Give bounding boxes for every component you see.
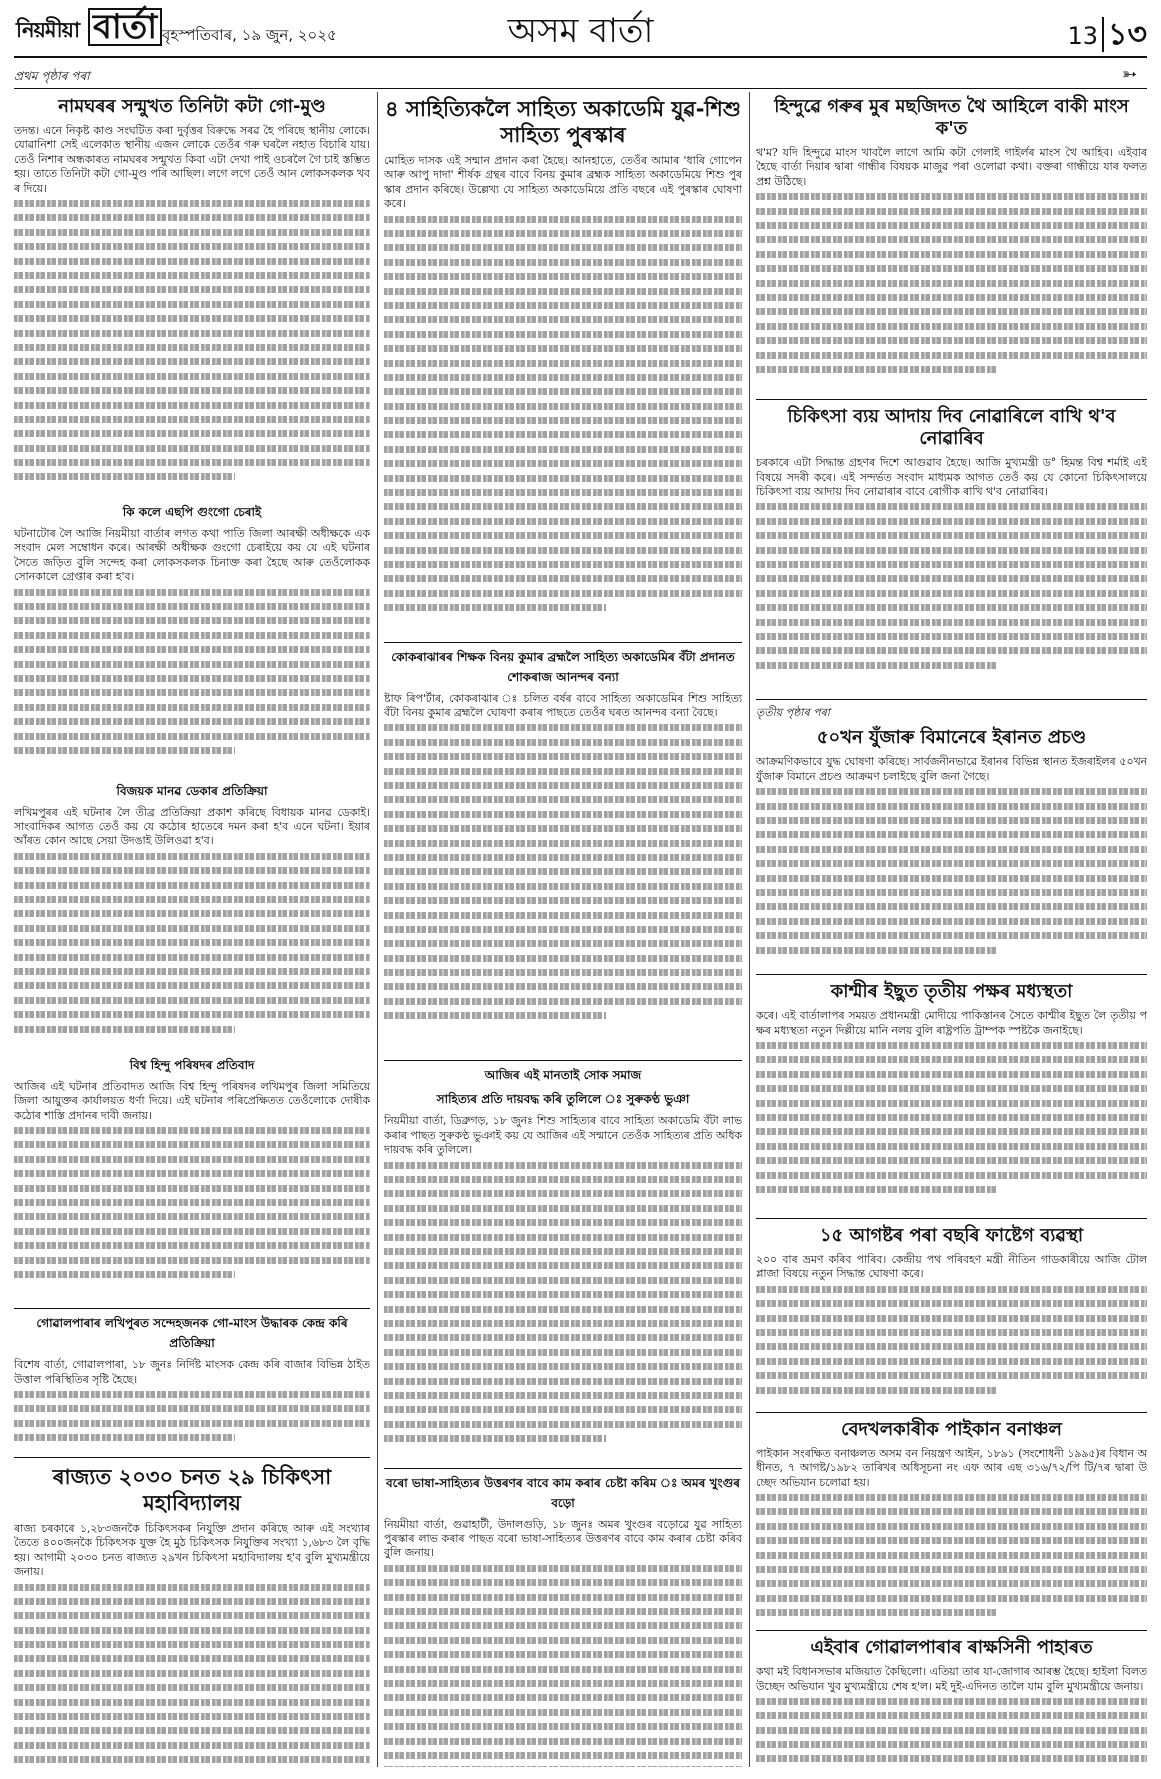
article-body-lines [756, 1698, 1147, 1767]
article-headline: এইবাৰ গোৱালপাৰাৰ ৰাক্ষসিনী পাহাৰত [810, 1637, 1093, 1659]
article-headline: ৫০খন যুঁজাৰু বিমানেৰে ইৰানত প্ৰচণ্ড [816, 727, 1087, 749]
article-paragraph: আজিৰ এই ঘটনাৰ প্ৰতিবাদত আজি বিশ্ব হিন্দু পৰিষদৰ লখিমপুৰ জিলা সমিতিয়ে জিলা আয়ুক্তৰ কাৰ্যালয়ত ধৰ্ণা দিয়ে। এই ঘটনাৰ পৰিপ্ৰেক্ষিতত তেওঁলোকে দোষীক কঠোৰ শাস্তি প্ৰদানৰ দাবী জনায়। [14, 1079, 370, 1122]
article-box [756, 399, 1147, 693]
continuation-label: তৃতীয় পৃষ্ঠাৰ পৰা [756, 706, 830, 720]
column-rule [377, 92, 378, 1767]
article-box [384, 1468, 742, 1767]
article-body-lines [14, 200, 370, 500]
article-body-lines [384, 216, 742, 636]
section-masthead: অসম বাৰ্তা [507, 11, 654, 51]
article-box [756, 1218, 1147, 1406]
article-body-lines [756, 1286, 1147, 1406]
article-paragraph: আক্ৰমণিকভাবে যুদ্ধ ঘোষণা কৰিছে। সাৰ্বজনীনভাৱে ইৰানৰ বিভিন্ন স্থানত ইজৰাইলৰ ৫০খন যুঁজাৰু বিমানে প্ৰচণ্ড আক্ৰমণ চলাইছে বুলি জনা গৈছে। [756, 755, 1147, 783]
issue-date: বৃহস্পতিবাৰ, ১৯ জুন, ২০২৫ [162, 26, 337, 44]
article-subhead: কোকৰাঝাৰৰ শিক্ষক বিনয় কুমাৰ ব্ৰহ্মলৈ সাহিত্য অকাডেমিৰ বঁটা প্ৰদানত শোকৰাজ আনন্দৰ বন্যা [391, 649, 735, 684]
logo-part1: নিয়মীয়া [16, 18, 80, 42]
article-headline: ৰাজ্যত ২০৩০ চনত ২৯ চিকিৎসা মহাবিদ্যালয় [52, 1464, 332, 1515]
column-3 [756, 92, 1147, 1767]
article-body-lines [756, 1494, 1147, 1624]
article-box [384, 1060, 742, 1461]
column-1 [14, 92, 370, 1767]
article-paragraph: পাইকান সংৰক্ষিত বনাঞ্চলত অসম বন নিয়ন্ত্ৰণ আইন, ১৮৯১ (সংশোধনী ১৯৯৫)ৰ বিধান অধীনত, ৭ আগষ্ট/১৯৮২ তাৰিখৰ অধিসূচনা নং এফ আৰ এছ ৩১৬/৭২/পি টি/৭ৰ দ্বাৰা উচ্ছেদ অভিযান চলোৱা হয়। [756, 1446, 1147, 1489]
article-paragraph: নিয়মীয়া বাৰ্তা, ডিব্ৰুগড়, ১৮ জুনঃ শিশু সাহিত্যৰ বাবে সাহিত্য অকাডেমি বঁটা লাভ কৰাৰ পাছত সুৰুকণ্ঠ ভুঞাই কয় যে আজিৰ এই সন্মানে তেওঁক সাহিত্যৰ প্ৰতি অধিক দায়বদ্ধ কৰি তুলিলে। [384, 1114, 742, 1157]
article-subhead: বিশ্ব হিন্দু পৰিষদৰ প্ৰতিবাদ [129, 1057, 255, 1072]
logo-part2: বাৰ্তা [88, 8, 162, 46]
article-paragraph: ঘটনাটোৰ লৈ আজি নিয়মীয়া বাৰ্তাৰ লগত কথা পাতি জিলা আৰক্ষী অধীক্ষকে এক সংবাদ মেল সম্বোধন কৰে। আৰক্ষী অধীক্ষক গুংগো চেৰাইয়ে কয় যে এই ঘটনাৰ সৈতে জড়িত বুলি সন্দেহ কৰা লোকসকলক চিনাক্ত কৰা হৈছে আৰু তেওঁলোকক সোনকালে গ্ৰেপ্তাৰ কৰা হ'ব। [14, 527, 370, 584]
article-paragraph: তদন্ত। এনে নিকৃষ্ট কাণ্ড সংঘটিত কৰা দুৰ্বৃত্তৰ বিৰুদ্ধে সৰৱ হৈ পৰিছে স্থানীয় লোকে। যোৱানিশা সেই এলেকাত স্থানীয় এজন লোকে তেওঁৰ গৰু ঘৰলৈ নহাত বিচাৰি যায়। তেওঁ নিশাৰ অন্ধকাৰত নামঘৰৰ সন্মুখত কিবা এটা দেখা পাই ওচৰলৈ গৈ চাই স্তম্ভিত হয়। তাতে তিনিটা কটা গো-মুণ্ড পৰি আছিল। লগে লগে তেওঁ আন লোকসকলক খবৰ দিয়ে। [14, 124, 370, 195]
article-body-lines [756, 503, 1147, 693]
article-paragraph: থ'ম? যদি হিন্দুৱে মাংস খাবলৈ লাগে আমি কটা গেলাই গাইৰ্লৰ মাংস থৈ আহিব। এইবাৰ হৈছে বাৰ্তা দিয়াৰ দ্বাৰা গান্ধীৰ বিষয়ক মাজুৱ পৰা ওলোৱা কথা। বক্তৰা গান্ধীয়ে যাৰ ফলত প্ৰশ্ন উঠিছে। [756, 146, 1147, 188]
article-body-lines [384, 1565, 742, 1767]
page-number-en: 13 [1067, 22, 1099, 50]
article-box [384, 642, 742, 1055]
continuation-label: প্ৰথম পৃষ্ঠাৰ পৰা [14, 69, 90, 83]
column-2 [384, 92, 742, 1767]
article-subhead: আজিৰ এই মানতাই সোক সমাজ [484, 1068, 642, 1083]
article-paragraph: লখিমপুৰৰ এই ঘটনাৰ লৈ তীব্ৰ প্ৰতিক্ৰিয়া প্ৰকাশ কৰিছে বিধায়ক মানৱ ডেকাই। সাংবাদিকৰ আগত তেওঁ কয় যে কঠোৰ হাতেৰে দমন কৰা হ'ব এনে ঘটনা। ইয়াৰ আঁৰত কোন আছে সেয়া উদঙাই উলিওৱা হ'ব। [14, 805, 370, 848]
article-box [756, 1630, 1147, 1767]
article-body-lines [14, 1391, 370, 1451]
article-paragraph: ২০০ বাৰ ভ্ৰমণ কৰিব পাৰিব। কেন্দ্ৰীয় পথ পৰিবহণ মন্ত্ৰী নীতিন গাডকাৰীয়ে আজি টোলপ্লাজা বিষয়ে নতুন সিদ্ধান্ত ঘোষণা কৰে। [756, 1253, 1147, 1281]
article-subhead: সাহিত্যৰ প্ৰতি দায়বদ্ধ কৰি তুলিলে ঃ সুৰুকণ্ঠ ভুঞা [436, 1092, 690, 1107]
article-subhead: কি কলে এছপি গুংগো চেৰাই [122, 505, 262, 520]
article-subhead: গোৱালপাৰাৰ লখিপুৰত সন্দেহজনক গো-মাংস উদ্ধাৰক কেন্দ্ৰ কৰি প্ৰতিক্ৰিয়া [36, 1316, 348, 1351]
article-subhead: বৰো ভাষা-সাহিত্যৰ উত্তৰণৰ বাবে কাম কৰাৰ চেষ্টা কৰিম ঃ অমৰ খুংগুৰ বড়ো [386, 1475, 740, 1510]
article-box [756, 699, 1147, 968]
article-paragraph: বিশেষ বাৰ্তা, গোৱালপাৰা, ১৮ জুনঃ নিৰ্দিষ্ট মাংসক কেন্দ্ৰ কৰি বাজাৰ বিভিন্ন ঠাইত উত্তাল পৰিস্থিতিৰ সৃষ্টি হৈছে। [14, 1358, 370, 1386]
article-headline: বেদখলকাৰীক পাইকান বনাঞ্চল [841, 1418, 1062, 1440]
article-box [756, 1412, 1147, 1624]
article-headline: চিকিৎসা ব্যয় আদায় দিব নোৱাৰিলে বাখি থ'ব নোৱাৰিব [787, 406, 1116, 450]
article-paragraph: ৰাজ্য চৰকাৰে ১,২৮৩জনকৈ চিকিৎসকৰ নিযুক্তি প্ৰদান কৰিছে আৰু এই সংখ্যাৰ তৈতে ৪০০জনকৈ চিকিৎসক যুক্ত হৈ মুঠ চিকিৎসক নিযুক্তিৰ সংখ্যা ১,৬৮৩ লৈ বৃদ্ধি হয়। আগামী ২০৩০ চনত ৰাজ্যত ২৯খন চিকিৎসা মহাবিদ্যালয় হ'ব বুলি মুখ্যমন্ত্ৰীয়ে জনায়। [14, 1521, 370, 1579]
article-paragraph: কথা মই বিধানসভাৰ মজিয়াত কৈছিলো। এতিয়া তাৰ যা-জোগাৰ আৰম্ভ হৈছে। হাইলা বিলত উচ্ছেদ অভিযান খুব মুখ্যমন্ত্ৰীয়ে শেষ হ'ল। মই দুই-এদিনত তালৈ যাম বুলি মুখ্যমন্ত্ৰীয়ে জনায়। [756, 1665, 1147, 1693]
article-subhead: বিজয়ক মানৱ ডেকাৰ প্ৰতিক্ৰিয়া [116, 783, 268, 798]
article-headline: হিন্দুৱে গৰুৰ মুৰ মছজিদত থৈ আহিলে বাকী মাংস ক'ত [774, 96, 1129, 139]
article-box [756, 974, 1147, 1212]
page-header [14, 8, 1147, 58]
page-number-as: ১৩ [1102, 17, 1147, 52]
article-body-lines [14, 1127, 370, 1302]
article-headline: ১৫ আগষ্টৰ পৰা বছৰি ফাষ্টেগ ব্যৱস্থা [819, 1225, 1084, 1247]
page-number [1067, 10, 1147, 61]
article-box [14, 1457, 370, 1767]
article-body-lines [14, 853, 370, 1053]
article-headline: কাশ্মীৰ ইছুত তৃতীয় পক্ষৰ মধ্যস্থতা [830, 981, 1073, 1003]
article-paragraph: ষ্টাফ ৰিপ'ৰ্টাৰ, কোকৰাঝাৰ ঃ চলিত বৰ্ষৰ বাবে সাহিত্য অকাডেমিৰ শিশু সাহিত্য বঁটা বিনয় কুমাৰ ব্ৰহ্মলৈ ঘোষণা কৰাৰ পাছতে তেওঁৰ ঘৰত আনন্দৰ বন্যা বৈছে। [384, 691, 742, 720]
article-body-lines [756, 1042, 1147, 1212]
article-body-lines [14, 589, 370, 779]
article-paragraph: কৰে। এই বাৰ্তালাপৰ সময়ত প্ৰধানমন্ত্ৰী মোদীয়ে পাকিস্তানৰ সৈতে কাশ্মীৰ ইছুত লৈ তৃতীয় পক্ষৰ মধ্যস্থতা নতুন দিল্লীয়ে মানি নলয় বুলি ৰাষ্ট্ৰপতি ট্ৰাম্পক স্পষ্টকৈ জনাইছে। [756, 1009, 1147, 1037]
article-headline: ৪ সাহিত্যিকলৈ সাহিত্য অকাডেমি যুৱ-শিশু সাহিত্য পুৰস্কাৰ [385, 97, 741, 147]
article-body-lines [384, 724, 742, 1054]
article-body-lines [756, 193, 1147, 393]
article-paragraph: চৰকাৰে এটা সিদ্ধান্ত গ্ৰহণৰ দিশে আগুৱাব হৈছে। আজি মুখ্যমন্ত্ৰী ড° হিমন্ত বিশ্ব শৰ্মাই এই বিষয়ে সদৰী কৰে। এই সন্দৰ্ভত সংবাদ মাধ্যমক আগত তেওঁ কয় যে কোনো চিকিৎসালয়ে চিকিৎসা ব্যয় আদায় দিব নোৱাৰাৰ বাবে ৰোগীক ৰাখি থ'ব নোৱাৰিব। [756, 456, 1147, 499]
continue-arrow-icon: ➳ [1121, 64, 1137, 85]
column-rule [749, 92, 750, 1767]
article-body-lines [756, 788, 1147, 968]
article-box [14, 1308, 370, 1451]
article-body-lines [384, 1162, 742, 1462]
article-paragraph: নিয়মীয়া বাৰ্তা, গুৱাহাটী, উদালগুড়ি, ১৮ জুনঃ অমৰ খুংগুৰ বড়োৱে যুৱ সাহিত্য পুৰস্কাৰ লাভ কৰাৰ পাছত বৰো ভাষা-সাহিত্যৰ উত্তৰণৰ বাবে কাম কৰাৰ চেষ্টা কৰিব বুলি জনায়। [384, 1517, 742, 1560]
continuation-bar [14, 62, 1147, 89]
article-body-lines [14, 1584, 370, 1767]
article-headline: নামঘৰৰ সন্মুখত তিনিটা কটা গো-মুণ্ড [58, 96, 326, 117]
article-paragraph: মোহিত দাসক এই সন্মান প্ৰদান কৰা হৈছে। আনহাতে, তেওঁৰ আমাৰ 'ধাৰি গোপেন আৰু আপু দাদা' শীৰ্ষক গ্ৰন্থৰ বাবে বিনয় কুমাৰ ব্ৰহ্মক সাহিত্য অকাডেমিয়ে শিশু পুৰস্কাৰ প্ৰদান কৰিছে। উল্লেখ্য যে সাহিত্য অকাডেমিয়ে প্ৰতি বছৰে এই পুৰস্কাৰ ঘোষণা কৰে। [384, 154, 742, 211]
